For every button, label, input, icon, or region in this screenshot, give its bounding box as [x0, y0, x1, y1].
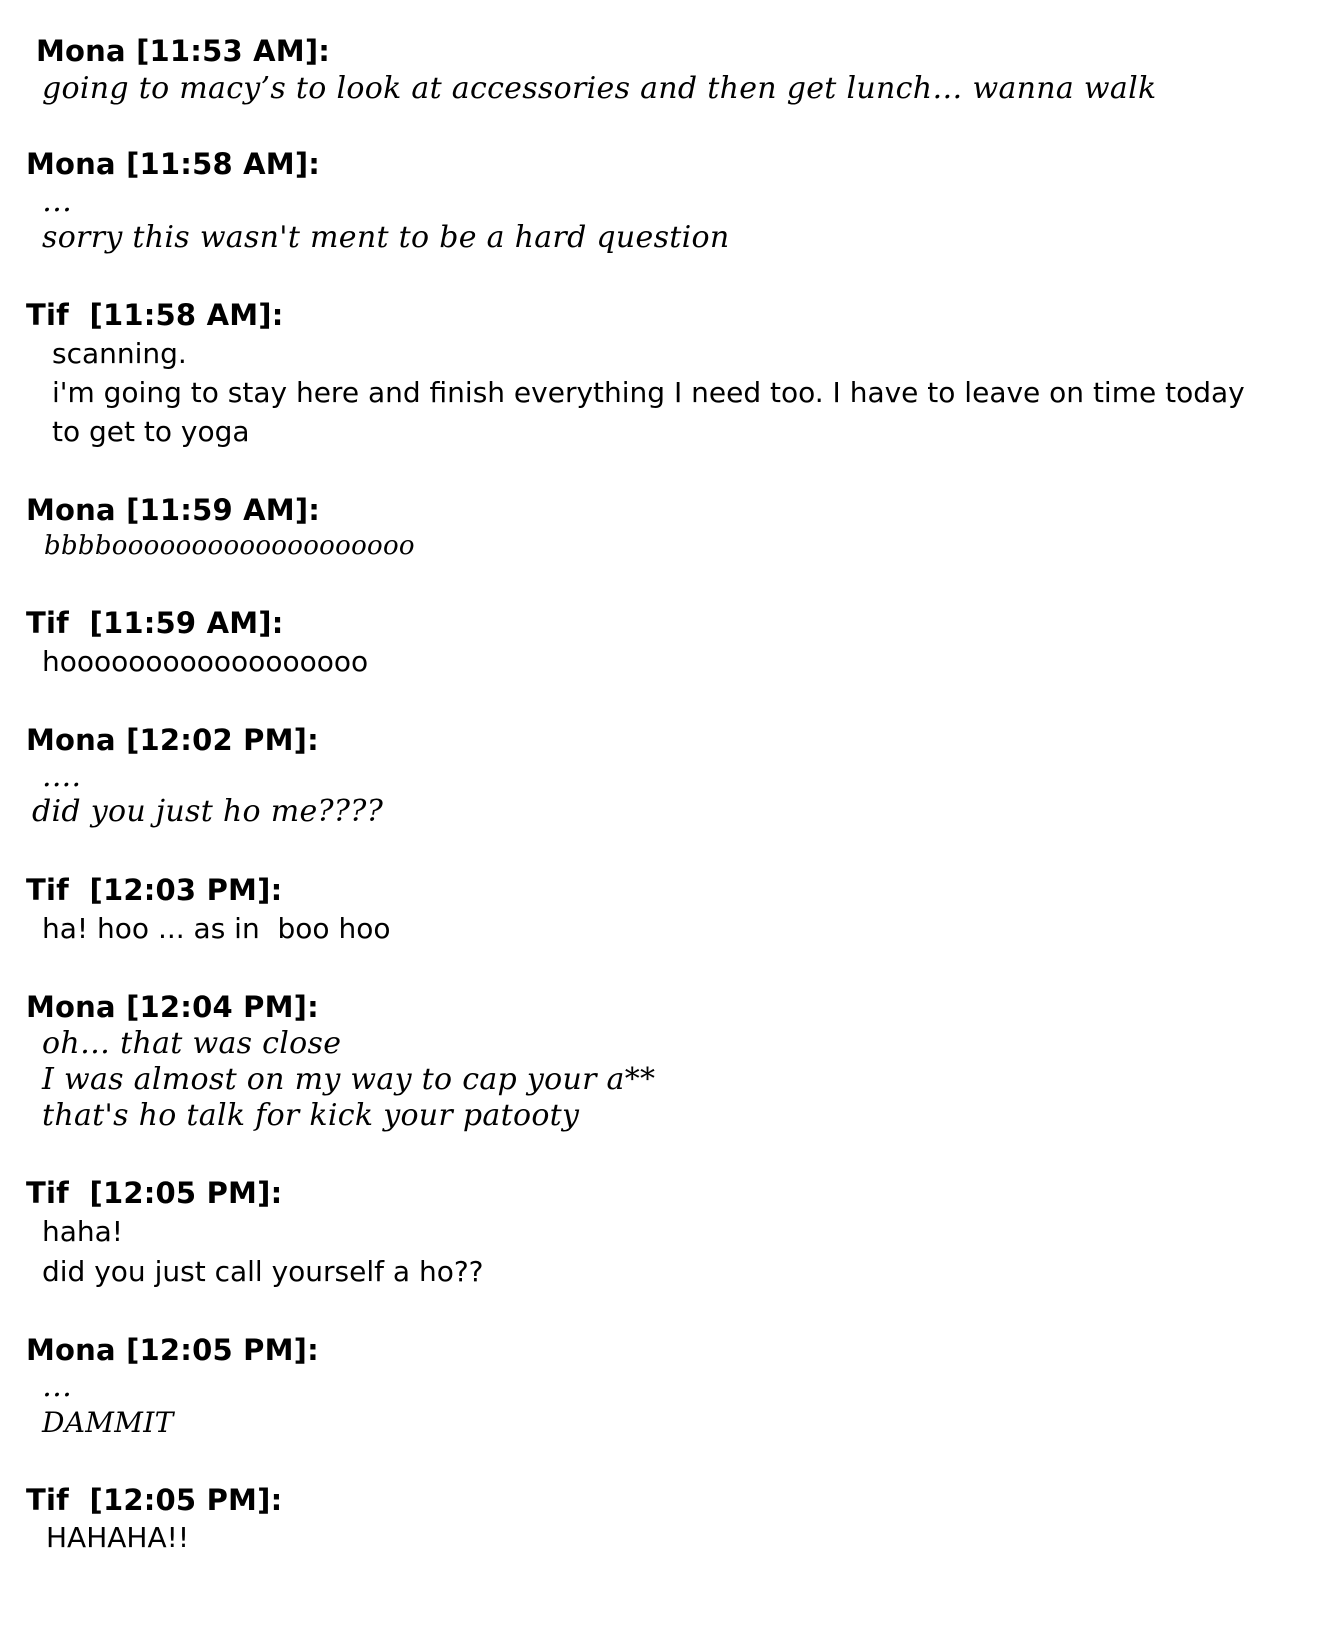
sender-name: Mona [26, 493, 116, 527]
message-header [26, 987, 319, 1027]
message-line: … [42, 1369, 73, 1404]
message-header [26, 870, 282, 910]
timestamp: [11:58 AM]: [126, 147, 321, 181]
message-header [26, 490, 320, 530]
sender-name: Tif [26, 873, 69, 907]
message-line: going to macy’s to look at accessories and then get lunch… wanna walk [42, 71, 1157, 106]
message-line: … [42, 184, 73, 219]
timestamp: [11:59 AM]: [126, 493, 321, 527]
timestamp: [11:53 AM]: [136, 34, 331, 68]
message-line: sorry this wasn't ment to be a hard question [42, 220, 730, 255]
timestamp: [12:05 PM]: [79, 1176, 283, 1210]
message-line: scanning. [52, 337, 187, 370]
message-line: ha! hoo ... as in boo hoo [42, 912, 391, 945]
sender-name: Mona [26, 147, 116, 181]
message-header [26, 1173, 282, 1213]
message-line: haha! [42, 1215, 124, 1248]
message-header [26, 144, 320, 184]
sender-name: Mona [26, 990, 116, 1024]
message-header [26, 1330, 319, 1370]
message-line: HAHAHA!! [46, 1521, 190, 1554]
message-header [26, 720, 319, 760]
message-line: hoooooooooooooooooo [42, 645, 369, 678]
message-line: that's ho talk for kick your patooty [42, 1098, 580, 1133]
timestamp: [11:59 AM]: [79, 606, 284, 640]
message-header [26, 1480, 282, 1520]
sender-name: Tif [26, 606, 69, 640]
message-line: DAMMIT [42, 1406, 174, 1439]
sender-name: Mona [26, 1333, 116, 1367]
message-header [26, 603, 284, 643]
message-line: oh… that was close [42, 1026, 342, 1061]
message-header [26, 295, 284, 335]
timestamp: [12:05 PM]: [79, 1483, 283, 1517]
message-line: to get to yoga [52, 415, 250, 448]
message-line: bbbbooooooooooooooooooo [44, 531, 415, 561]
timestamp: [12:05 PM]: [126, 1333, 319, 1367]
message-line: i'm going to stay here and finish everything I need too. I have to leave on time today [52, 376, 1245, 409]
sender-name: Tif [26, 1176, 69, 1210]
sender-name: Mona [26, 723, 116, 757]
timestamp: [12:02 PM]: [126, 723, 319, 757]
message-line: I was almost on my way to cap your a** [42, 1062, 656, 1097]
message-line: .... [42, 759, 82, 794]
sender-name: Tif [26, 1483, 69, 1517]
message-line: did you just ho me???? [32, 794, 384, 829]
sender-name: Mona [36, 34, 126, 68]
timestamp: [12:04 PM]: [126, 990, 319, 1024]
message-header [36, 31, 330, 71]
message-line: did you just call yourself a ho?? [42, 1255, 484, 1288]
timestamp: [12:03 PM]: [79, 873, 283, 907]
sender-name: Tif [26, 298, 69, 332]
timestamp: [11:58 AM]: [79, 298, 284, 332]
